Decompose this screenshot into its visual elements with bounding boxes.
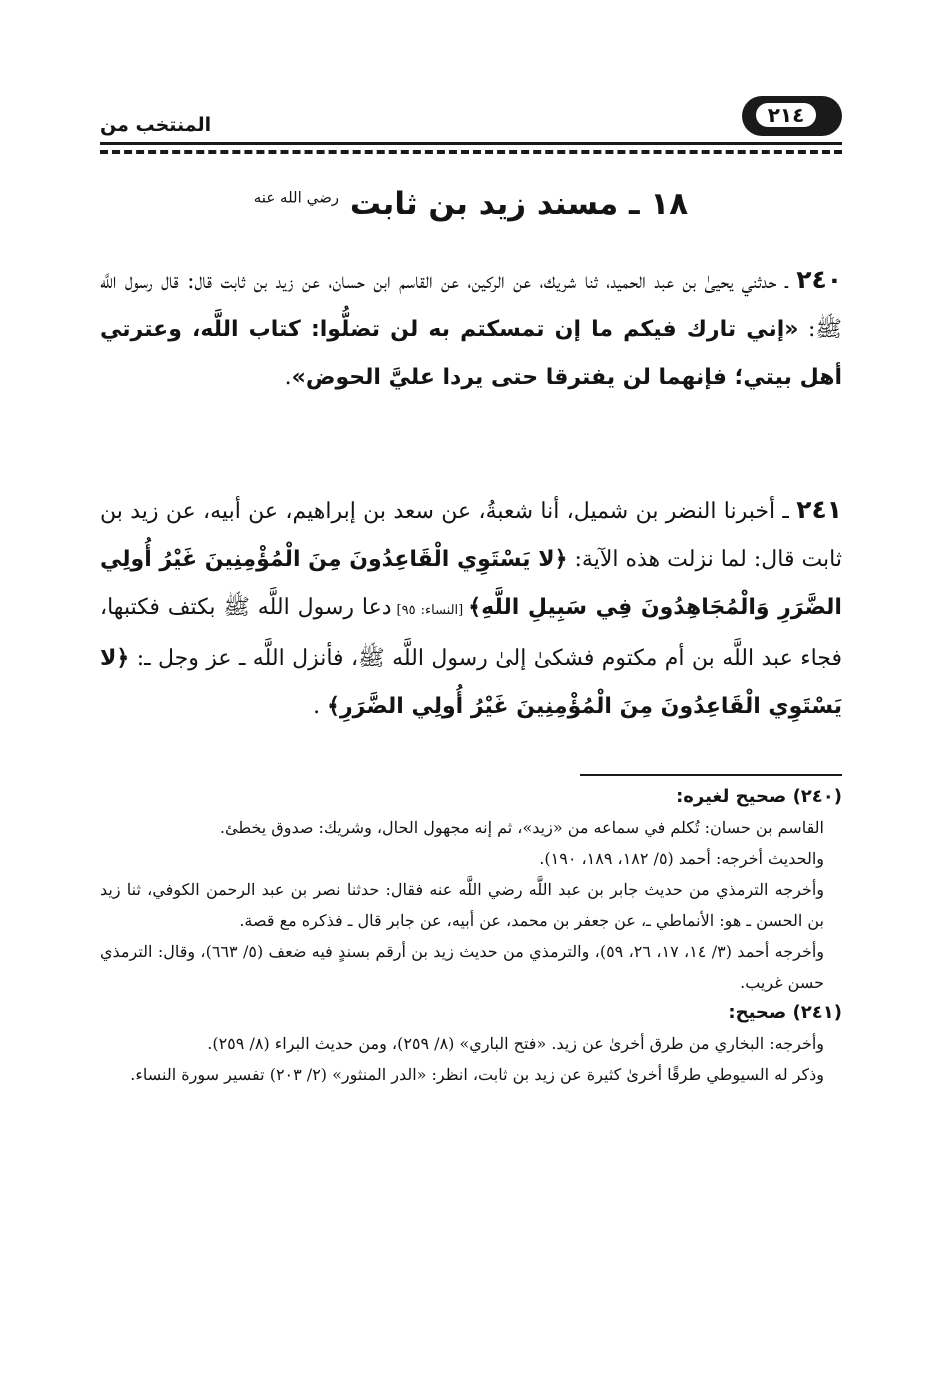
- hadith-matn: «إني تارك فيكم ما إن تمسكتم به لن تضلُّوا: كتاب اللَّه، وعترتي أهل بيتي؛ فإنهما لن يفترقا حتى يردا عليَّ الحوض»: [100, 317, 842, 390]
- hadith-text: ـ أخبرنا النضر بن شميل، أنا شعبةُ، عن سعد بن إبراهيم، عن أبيه، عن زيد بن ثابت قال: لما نزلت هذه الآية:: [100, 499, 843, 572]
- page-header: [100, 96, 842, 148]
- honorific-mark: رضي الله عنه: [253, 188, 340, 207]
- hadith-241: [100, 486, 842, 731]
- footnote-paragraph: وأخرجه أحمد (٣/ ١٤، ١٧، ٢٦، ٥٩)، والترمذي من حديث زيد بن أرقم بسندٍ فيه ضعف (٥/ ٦٦٣)، وقال: الترمذي حسن غريب.: [100, 942, 825, 992]
- section-title-text: ١٨ ـ مسند زيد بن ثابت: [349, 186, 689, 222]
- header-dashed-rule: [100, 150, 842, 154]
- header-rule: [100, 142, 842, 145]
- footnote-paragraph: وذكر له السيوطي طرقًا أخرىٰ كثيرة عن زيد بن ثابت، انظر: «الدر المنثور» (٢/ ٢٠٣) تفسير سورة النساء.: [130, 1065, 824, 1084]
- hadith-number: ٢٤١: [796, 495, 842, 524]
- footnote-separator: [580, 774, 842, 776]
- hadith-240: [100, 256, 842, 402]
- hadith-isnad: ـ حدثني يحيىٰ بن عبد الحميد، ثنا شريك، عن الركين، عن القاسم ابن حسان، عن زيد بن ثابت قال: قال رسول اللَّه ﷺ:: [100, 269, 843, 342]
- hadith-end: .: [313, 694, 328, 719]
- quran-verse: ﴿لا يَسْتَوِي الْقَاعِدُونَ مِنَ الْمُؤْمِنِينَ غَيْرُ أُولِي الضَّرَرِ وَالْمُجَاهِدُونَ فِي سَبِيلِ اللَّهِ﴾: [100, 547, 842, 620]
- hadith-text: دعا رسول اللَّه ﷺ بكتف فكتبها، فجاء عبد اللَّه بن أم مكتوم فشكىٰ إلىٰ رسول اللَّه ﷺ، فأنزل اللَّه ـ عز وجل ـ:: [100, 595, 842, 671]
- footnote-paragraph: وأخرجه: البخاري من طرق أخرىٰ عن زيد. «فتح الباري» (٨/ ٢٥٩)، ومن حديث البراء (٨/ ٢٥٩).: [207, 1034, 824, 1053]
- footnotes: [100, 782, 842, 1090]
- hadith-end: .: [284, 365, 292, 390]
- footnote-paragraph: وأخرجه الترمذي من حديث جابر بن عبد اللَّه رضي اللَّه عنه فقال: حدثنا نصر بن عبد الرحمن الكوفي، ثنا زيد بن الحسن ـ هو: الأنماطي ـ، عن جعفر بن محمد، عن أبيه، عن جابر قال ـ فذكره مع قصة.: [100, 880, 824, 930]
- footnote-paragraph: والحديث أخرجه: أحمد (٥/ ١٨٢، ١٨٩، ١٩٠).: [539, 849, 824, 868]
- section-title: [100, 186, 842, 222]
- quran-verse: ﴿لا يَسْتَوِي الْقَاعِدُونَ مِنَ الْمُؤْمِنِينَ غَيْرُ أُولِي الضَّرَرِ﴾: [100, 646, 842, 719]
- page-number: ٢١٤: [756, 103, 816, 127]
- verse-reference: [النساء: ٩٥]: [391, 603, 469, 618]
- footnote-240-title: (٢٤٠) صحيح لغيره:: [676, 786, 842, 807]
- running-title: المنتخب من: [100, 114, 212, 136]
- hadith-number: ٢٤٠: [796, 265, 842, 294]
- footnote-241-title: (٢٤١) صحيح:: [728, 1002, 842, 1023]
- page-number-badge: [742, 96, 842, 136]
- footnote-paragraph: القاسم بن حسان: تُكلم في سماعه من «زيد»، ثم إنه مجهول الحال، وشريك: صدوق يخطئ.: [219, 818, 824, 837]
